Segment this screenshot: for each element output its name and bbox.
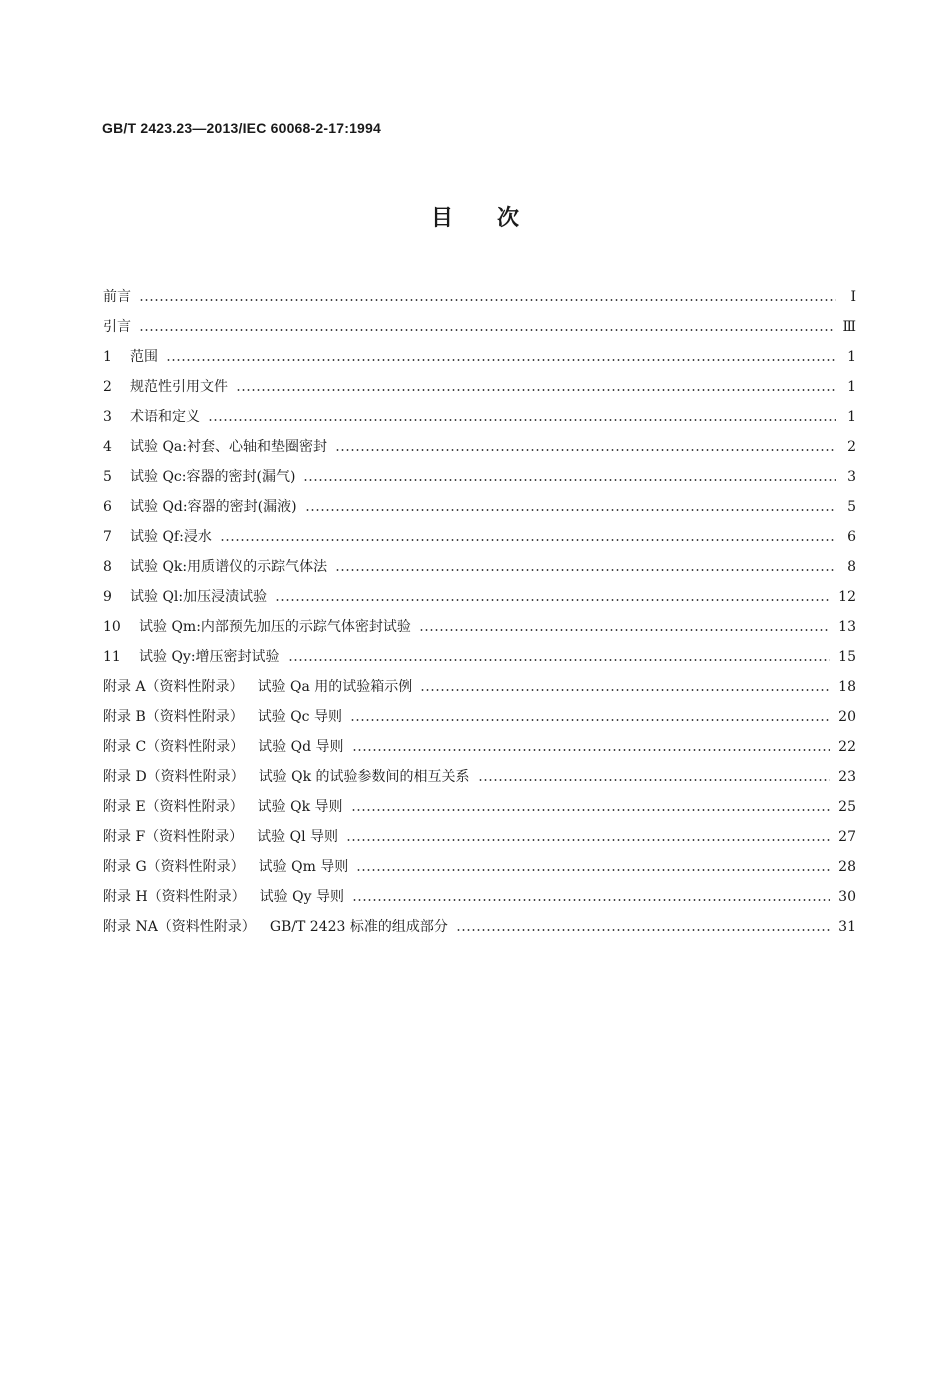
dot-leader <box>139 299 836 301</box>
toc-entry-subtitle: 试验 Qy 导则 <box>259 889 344 905</box>
dot-leader <box>356 869 830 871</box>
toc-entry[interactable] <box>103 492 856 522</box>
toc-entry-page: 6 <box>847 529 856 545</box>
toc-entry-page: 18 <box>838 679 856 695</box>
toc-entry-page: 28 <box>838 859 856 875</box>
document-header: GB/T 2423.23—2013/IEC 60068-2-17:1994 <box>102 120 382 136</box>
toc-entry-page: 27 <box>838 829 856 845</box>
toc-entry-title: 范围 <box>130 349 158 365</box>
toc-entry[interactable] <box>103 402 856 432</box>
toc-entry-title: 附录 B（资料性附录） <box>103 709 244 725</box>
toc-entry-number: 2 <box>103 379 112 395</box>
toc-entry-number: 1 <box>103 349 112 365</box>
toc-entry-number: 5 <box>103 469 112 485</box>
toc-entry-title: 附录 G（资料性附录） <box>103 859 245 875</box>
dot-leader <box>166 359 836 361</box>
toc-entry[interactable] <box>103 822 856 852</box>
toc-entry-subtitle: 试验 Qk 导则 <box>257 799 343 815</box>
toc-entry-subtitle: 试验 Qm 导则 <box>258 859 349 875</box>
toc-entry-page: 8 <box>847 559 856 575</box>
dot-leader <box>456 929 830 931</box>
dot-leader <box>335 569 836 571</box>
toc-entry[interactable] <box>103 552 856 582</box>
toc-entry[interactable] <box>103 912 856 942</box>
dot-leader <box>220 539 836 541</box>
toc-entry[interactable] <box>103 282 856 312</box>
toc-entry[interactable] <box>103 522 856 552</box>
toc-entry[interactable] <box>103 312 856 342</box>
toc-entry-subtitle: 试验 Qc 导则 <box>257 709 342 725</box>
dot-leader <box>419 629 830 631</box>
toc-entry-title: 试验 Qd:容器的密封(漏液) <box>130 499 297 515</box>
toc-entry-page: Ⅰ <box>850 289 856 305</box>
toc-entry-subtitle: 试验 Ql 导则 <box>257 829 339 845</box>
toc-entry[interactable] <box>103 432 856 462</box>
toc-entry-title: 前言 <box>103 289 131 305</box>
toc-entry-title: 试验 Qa:衬套、心轴和垫圈密封 <box>130 439 327 455</box>
toc-entry-page: 1 <box>847 349 856 365</box>
toc-entry-page: 31 <box>838 919 856 935</box>
dot-leader <box>478 779 831 781</box>
toc-entry[interactable] <box>103 702 856 732</box>
toc-entry-title: 附录 D（资料性附录） <box>103 769 245 785</box>
dot-leader <box>236 389 836 391</box>
dot-leader <box>305 509 836 511</box>
toc-entry-number: 7 <box>103 529 112 545</box>
toc-entry-title: 试验 Ql:加压浸渍试验 <box>130 589 268 605</box>
toc-entry-title: 试验 Qy:增压密封试验 <box>139 649 280 665</box>
dot-leader <box>335 449 836 451</box>
toc-entry-title: 附录 C（资料性附录） <box>103 739 245 755</box>
dot-leader <box>352 749 831 751</box>
toc-entry-title: 附录 H（资料性附录） <box>103 889 246 905</box>
dot-leader <box>346 839 830 841</box>
toc-entry-title: 附录 A（资料性附录） <box>103 679 244 695</box>
toc-entry-title: 附录 NA（资料性附录） <box>103 919 256 935</box>
toc-entry-subtitle: 试验 Qk 的试验参数间的相互关系 <box>258 769 470 785</box>
dot-leader <box>351 809 831 811</box>
dot-leader <box>352 899 830 901</box>
toc-entry-number: 9 <box>103 589 112 605</box>
toc-entry[interactable] <box>103 792 856 822</box>
dot-leader <box>303 479 836 481</box>
toc-entry-page: Ⅲ <box>842 319 856 335</box>
toc-entry[interactable] <box>103 672 856 702</box>
toc-entry-page: 23 <box>838 769 856 785</box>
dot-leader <box>420 689 830 691</box>
toc-entry-subtitle: 试验 Qa 用的试验箱示例 <box>257 679 413 695</box>
toc-entry-number: 3 <box>103 409 112 425</box>
toc-entry-number: 8 <box>103 559 112 575</box>
toc-entry-title: 规范性引用文件 <box>130 379 228 395</box>
toc-entry[interactable] <box>103 462 856 492</box>
toc-entry-page: 30 <box>838 889 856 905</box>
toc-entry-page: 15 <box>838 649 856 665</box>
table-of-contents <box>103 282 856 942</box>
toc-entry[interactable] <box>103 582 856 612</box>
toc-entry-number: 6 <box>103 499 112 515</box>
toc-entry-title: 试验 Qc:容器的密封(漏气) <box>130 469 296 485</box>
toc-entry-title: 试验 Qm:内部预先加压的示踪气体密封试验 <box>139 619 411 635</box>
toc-entry[interactable] <box>103 732 856 762</box>
toc-entry-page: 1 <box>847 409 856 425</box>
dot-leader <box>288 659 831 661</box>
toc-entry-subtitle: GB/T 2423 标准的组成部分 <box>269 919 448 935</box>
toc-entry[interactable] <box>103 612 856 642</box>
toc-entry[interactable] <box>103 882 856 912</box>
toc-entry-page: 20 <box>838 709 856 725</box>
toc-entry-page: 1 <box>847 379 856 395</box>
dot-leader <box>139 329 834 331</box>
toc-entry-title: 引言 <box>103 319 131 335</box>
page-title: 目次 <box>430 206 563 231</box>
dot-leader <box>275 599 830 601</box>
toc-entry-number: 10 <box>103 619 121 635</box>
toc-entry-page: 13 <box>838 619 856 635</box>
toc-entry-title: 附录 E（资料性附录） <box>103 799 244 815</box>
dot-leader <box>350 719 830 721</box>
toc-entry[interactable] <box>103 762 856 792</box>
toc-entry[interactable] <box>103 342 856 372</box>
toc-entry-title: 术语和定义 <box>130 409 200 425</box>
toc-entry-page: 3 <box>847 469 856 485</box>
toc-entry-title: 试验 Qf:浸水 <box>130 529 212 545</box>
toc-entry-page: 12 <box>838 589 856 605</box>
toc-entry-title: 附录 F（资料性附录） <box>103 829 244 845</box>
toc-entry[interactable] <box>103 642 856 672</box>
toc-entry-page: 5 <box>847 499 856 515</box>
toc-entry-page: 22 <box>838 739 856 755</box>
toc-entry-number: 11 <box>103 649 121 665</box>
toc-entry-number: 4 <box>103 439 112 455</box>
toc-entry-page: 25 <box>838 799 856 815</box>
toc-entry[interactable] <box>103 852 856 882</box>
toc-entry-subtitle: 试验 Qd 导则 <box>258 739 344 755</box>
dot-leader <box>208 419 836 421</box>
toc-entry-page: 2 <box>847 439 856 455</box>
toc-entry[interactable] <box>103 372 856 402</box>
toc-entry-title: 试验 Qk:用质谱仪的示踪气体法 <box>130 559 328 575</box>
